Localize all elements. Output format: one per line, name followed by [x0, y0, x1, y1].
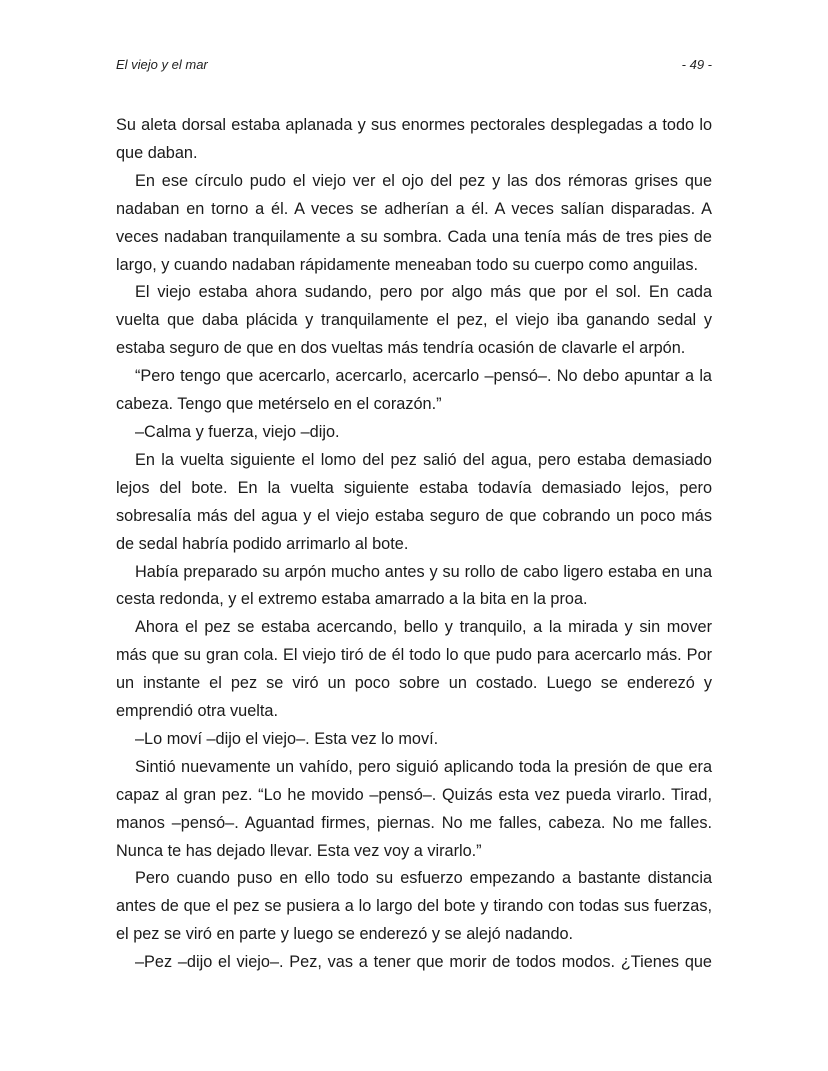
paragraph: –Pez –dijo el viejo–. Pez, vas a tener que morir de todos modos. ¿Tienes que	[135, 953, 712, 972]
paragraph: Había preparado su arpón mucho antes y su rollo de cabo ligero estaba en una cesta redonda, y el extremo estaba amarrado a la bita en la proa.	[116, 562, 712, 609]
paragraph: “Pero tengo que acercarlo, acercarlo, acercarlo –pensó–. No debo apuntar a la cabeza. Tengo que metérselo en el corazón.”	[116, 367, 712, 414]
paragraph: El viejo estaba ahora sudando, pero por algo más que por el sol. En cada vuelta que daba plácida y tranquilamente el pez, el viejo iba ganando sedal y estaba seguro de que en dos vueltas más tendría ocasión de clavarle el arpón.	[116, 283, 712, 358]
paragraph: Su aleta dorsal estaba aplanada y sus enormes pectorales desplegadas a todo lo que daban.	[116, 116, 712, 162]
page-number: - 49 -	[681, 57, 712, 72]
paragraph: Ahora el pez se estaba acercando, bello y tranquilo, a la mirada y sin mover más que su gran cola. El viejo tiró de él todo lo que pudo para acercarlo más. Por un instante el pez se viró un poco sobre un costado. Luego se enderezó y emprendió otra vuelta.	[116, 618, 712, 721]
paragraph: –Lo moví –dijo el viejo–. Esta vez lo moví.	[135, 729, 439, 748]
paragraph: –Calma y fuerza, viejo –dijo.	[135, 422, 340, 441]
book-title: El viejo y el mar	[116, 57, 208, 72]
paragraph: Pero cuando puso en ello todo su esfuerzo empezando a bastante distancia antes de que el pez se pusiera a lo largo del bote y tirando con todas sus fuerzas, el pez se viró en parte y luego se enderezó y se alejó nadando.	[116, 869, 712, 944]
running-header	[116, 57, 712, 72]
paragraph: En ese círculo pudo el viejo ver el ojo del pez y las dos rémoras grises que nadaban en torno a él. A veces se adherían a él. A veces salían disparadas. A veces nadaban tranquilamente a su sombra. Cada una tenía más de tres pies de largo, y cuando nadaban rápidamente meneaban todo su cuerpo como anguilas.	[116, 171, 712, 274]
paragraph: En la vuelta siguiente el lomo del pez salió del agua, pero estaba demasiado lejos del bote. En la vuelta siguiente estaba todavía demasiado lejos, pero sobresalía más del agua y el viejo estaba seguro de que cobrando un poco más de sedal habría podido arrimarlo al bote.	[116, 450, 712, 553]
paragraph: Sintió nuevamente un vahído, pero siguió aplicando toda la presión de que era capaz al gran pez. “Lo he movido –pensó–. Quizás esta vez pueda virarlo. Tirad, manos –pensó–. Aguantad firmes, piernas. No me falles, cabeza. No me falles. Nunca te has dejado llevar. Esta vez voy a virarlo.”	[116, 757, 712, 860]
body-text	[116, 112, 712, 977]
